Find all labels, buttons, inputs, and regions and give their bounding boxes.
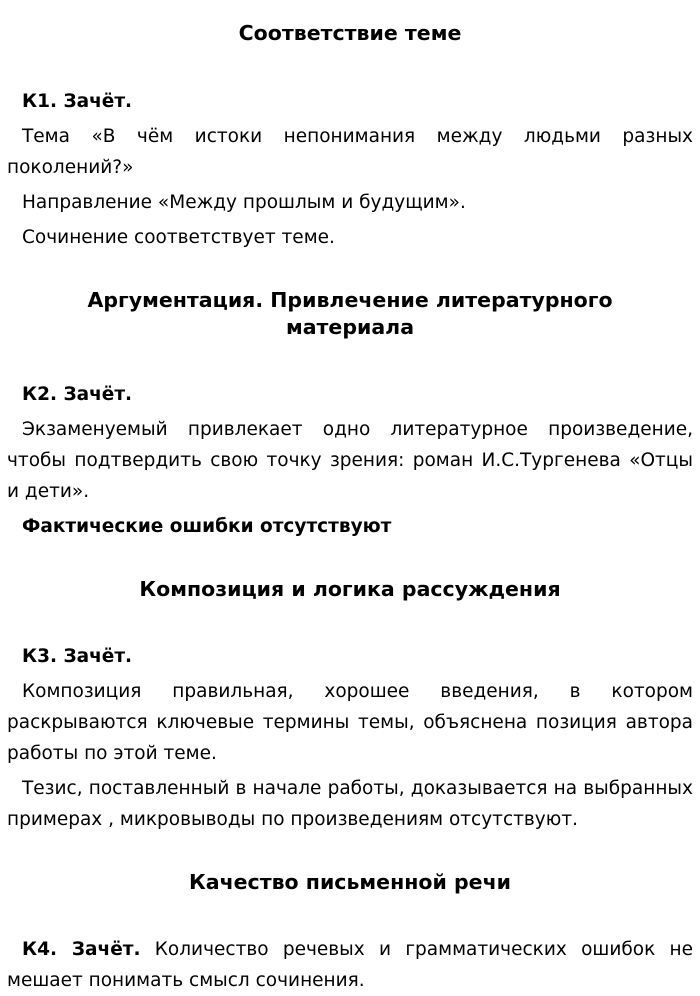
paragraph: Тезис, поставленный в начале работы, доказывается на выбранных примерах , микровыводы по произведениям отсутствуют. xyxy=(7,778,693,830)
section-title: Композиция и логика рассуждения xyxy=(139,577,561,601)
section-title: Качество письменной речи xyxy=(188,870,512,894)
inline-text: Количество речевых и грамматических ошибок не мешает понимать смысл сочинения. xyxy=(7,939,693,991)
section-composition xyxy=(7,576,693,835)
bold-note: Фактические ошибки отсутствуют xyxy=(22,516,392,537)
section-topic-relevance xyxy=(7,20,693,253)
paragraph: Тема «В чём истоки непонимания между людьми разных поколений?» xyxy=(7,126,693,178)
section-title: Соответствие теме xyxy=(238,21,462,45)
paragraph: Сочинение соответствует теме. xyxy=(22,227,335,248)
criterion-score: К3. Зачёт. xyxy=(22,646,133,667)
criterion-score: К1. Зачёт. xyxy=(22,91,133,112)
criterion-score: К2. Зачёт. xyxy=(22,384,133,405)
paragraph: Экзаменуемый привлекает одно литературное произведение, чтобы подтвердить свою точку зрения: роман И.С.Тургенева «Отцы и дети». xyxy=(7,419,693,502)
section-writing-quality xyxy=(7,869,693,996)
paragraph xyxy=(7,934,693,996)
section-title: Аргументация. Привлечение литературного материала xyxy=(87,288,613,339)
section-argumentation xyxy=(7,287,693,542)
paragraph: Композиция правильная, хорошее введения, в котором раскрываются ключевые термины темы, объяснена позиция автора работы по этой теме. xyxy=(7,681,693,764)
criterion-score: К4. Зачёт. xyxy=(22,939,141,960)
paragraph: Направление «Между прошлым и будущим». xyxy=(22,192,466,213)
